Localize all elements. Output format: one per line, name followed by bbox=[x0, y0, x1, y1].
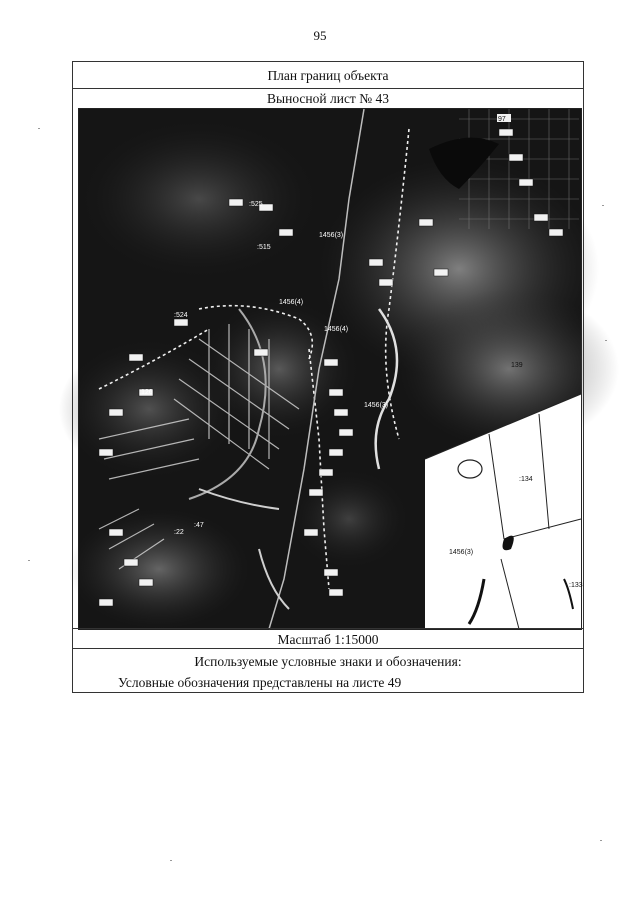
map-label: :134 bbox=[519, 476, 533, 483]
legend-note: Условные обозначения представлены на листе 49 bbox=[118, 675, 402, 690]
map-label: 1456(3) bbox=[319, 232, 344, 239]
scan-speck bbox=[602, 205, 604, 206]
map-label: 1456(3) bbox=[449, 549, 474, 556]
scan-speck bbox=[600, 840, 602, 841]
map-label: 1456(4) bbox=[324, 326, 349, 333]
scan-speck bbox=[38, 128, 40, 129]
sheet-title: План границ объекта bbox=[73, 62, 583, 89]
map-label: 1456(3) bbox=[364, 402, 389, 409]
scan-speck bbox=[28, 560, 30, 561]
map-label: :524 bbox=[174, 312, 188, 319]
map-label: 139 bbox=[511, 362, 523, 369]
map-label: :126 bbox=[139, 389, 153, 396]
page-number: 95 bbox=[313, 28, 327, 43]
sheet-subtitle: Выносной лист № 43 bbox=[267, 91, 389, 106]
map-label: 97 bbox=[498, 116, 506, 123]
map-sheet-frame bbox=[72, 61, 584, 693]
legend-heading: Используемые условные знаки и обозначения: bbox=[194, 654, 462, 669]
map-label: 1456(4) bbox=[279, 299, 304, 306]
map-label: :22 bbox=[174, 529, 184, 536]
map-label: :133 bbox=[569, 582, 583, 589]
map-label: :525 bbox=[249, 201, 263, 208]
map-image bbox=[78, 108, 582, 630]
scan-speck bbox=[170, 860, 172, 861]
map-label: :47 bbox=[194, 522, 204, 529]
map-scale: Масштаб 1:15000 bbox=[73, 628, 583, 649]
map-label: :515 bbox=[257, 244, 271, 251]
aerial-map bbox=[79, 109, 581, 629]
scan-speck bbox=[605, 340, 607, 341]
